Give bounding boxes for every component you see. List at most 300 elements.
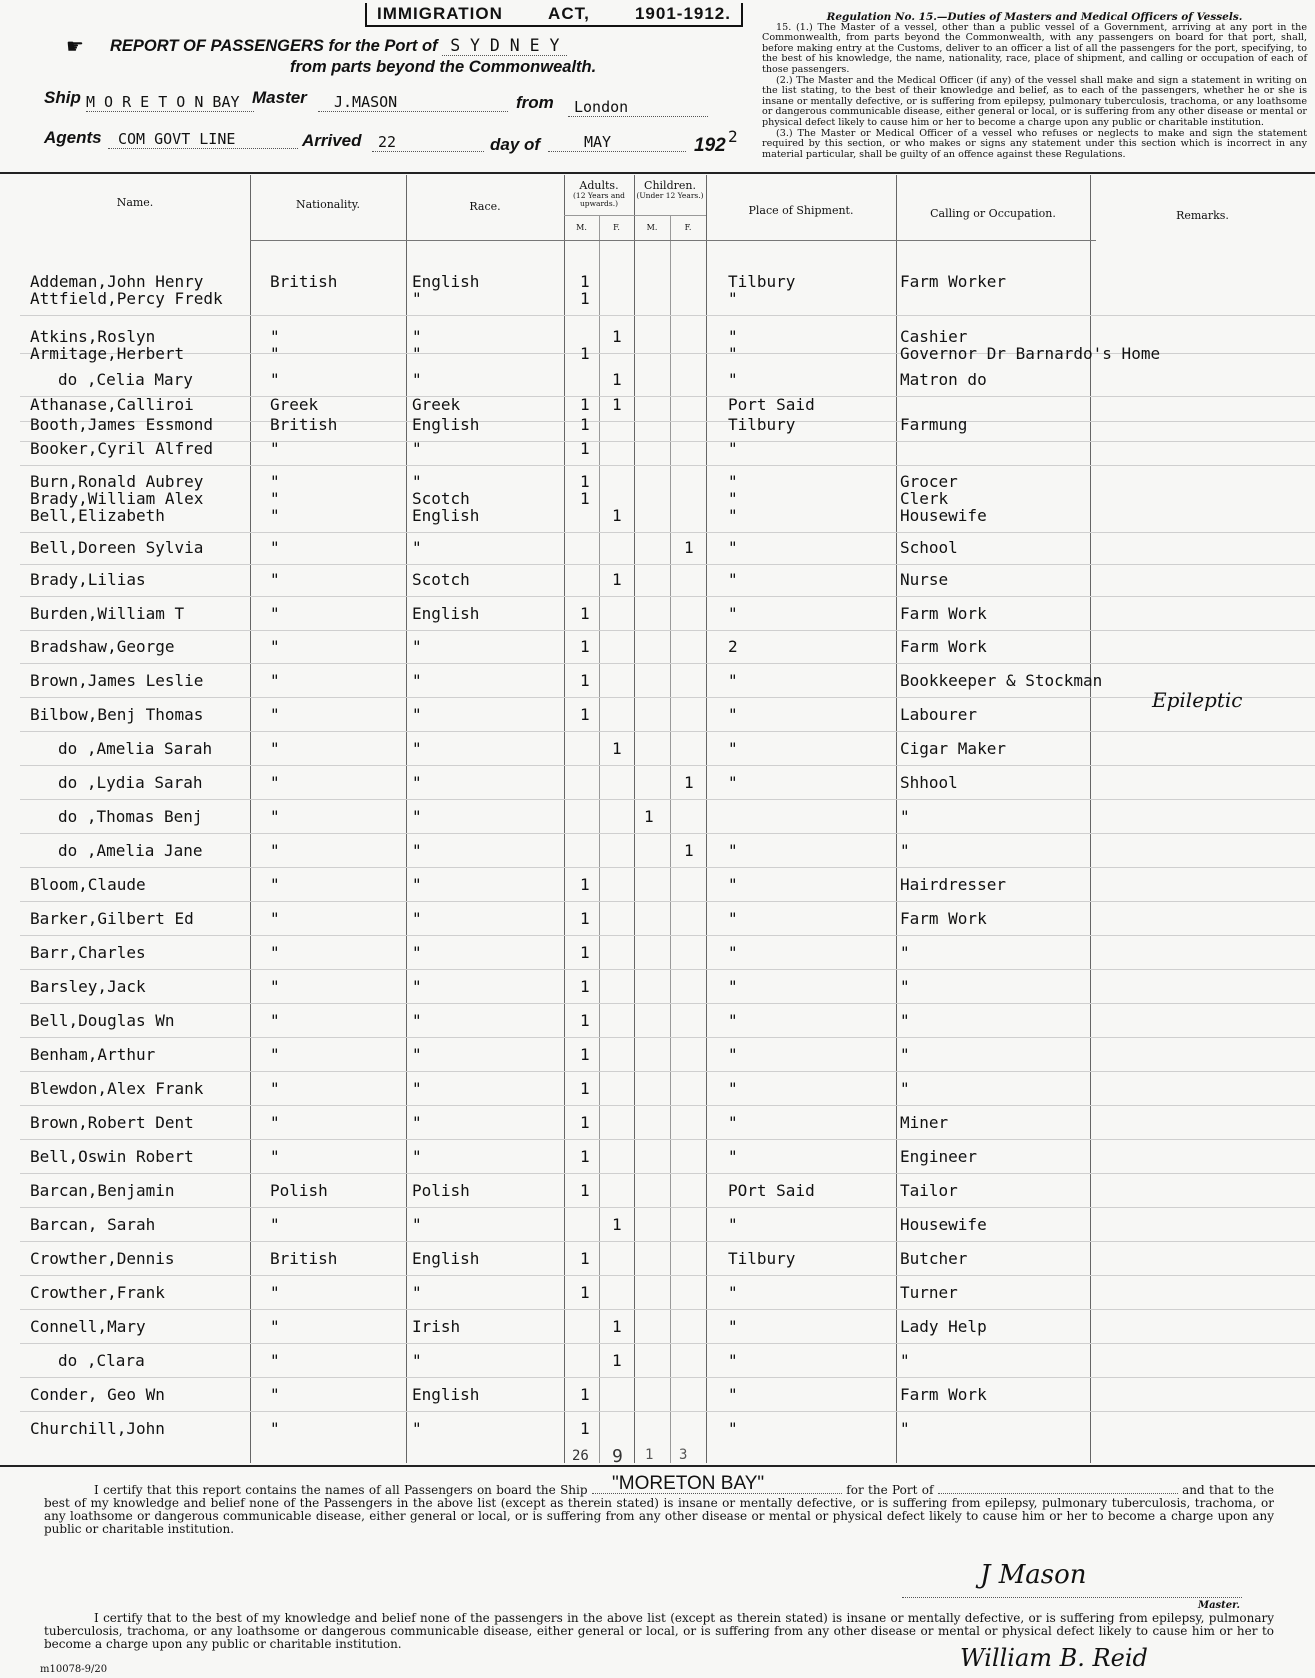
passenger-race: " (412, 472, 422, 491)
passenger-nationality: " (270, 344, 280, 363)
passenger-row (0, 1113, 1315, 1139)
occupation: Housewife (900, 1215, 987, 1234)
passenger-race: " (412, 439, 422, 458)
adult-male-count: 1 (580, 344, 590, 363)
act-word: IMMIGRATION (377, 4, 503, 23)
passenger-name: Bell,Doreen Sylvia (30, 538, 204, 557)
passenger-name: Crowther,Dennis (30, 1249, 175, 1268)
passenger-nationality: British (270, 415, 338, 434)
master-signature-line (902, 1597, 1242, 1598)
act-heading (365, 3, 743, 27)
passenger-race: " (412, 841, 422, 860)
passenger-race: " (412, 671, 422, 690)
adult-male-count: 1 (580, 395, 590, 414)
occupation: " (900, 977, 910, 996)
passenger-race: " (412, 977, 422, 996)
row-rule (20, 1105, 1315, 1106)
place-of-shipment: " (728, 943, 738, 962)
occupation: Shhool (900, 773, 958, 792)
row-rule (20, 1309, 1315, 1310)
passenger-name: Athanase,Calliroi (30, 395, 194, 414)
occupation: Butcher (900, 1249, 968, 1268)
ship-value: M O R E T O N BAY (86, 93, 254, 112)
passenger-nationality: " (270, 1215, 280, 1234)
col-nationality: Nationality. (295, 198, 361, 211)
passenger-row (0, 289, 1315, 315)
adult-female-count: 1 (612, 506, 622, 525)
passenger-name: Armitage,Herbert (30, 344, 185, 363)
place-of-shipment: " (728, 1113, 738, 1132)
passenger-nationality: " (270, 909, 280, 928)
passenger-race: Scotch (412, 570, 470, 589)
passenger-row (0, 1249, 1315, 1275)
regulation-title: Regulation No. 15.—Duties of Masters and Medical Officers of Vessels. (826, 11, 1243, 23)
passenger-nationality: " (270, 1283, 280, 1302)
adult-male-count: 1 (580, 637, 590, 656)
col-adults-sub: (12 Years and upwards.) (573, 191, 625, 208)
child-female-count: 1 (684, 841, 694, 860)
occupation: Matron do (900, 370, 987, 389)
form-code: m10078-9/20 (40, 1664, 108, 1675)
col-remarks: Remarks. (1176, 209, 1229, 222)
row-rule (20, 731, 1315, 732)
passenger-name: do ,Amelia Sarah (58, 739, 213, 758)
row-rule (20, 1377, 1315, 1378)
place-of-shipment: POrt Said (728, 1181, 815, 1200)
passenger-nationality: " (270, 1045, 280, 1064)
passenger-nationality: " (270, 1113, 280, 1132)
place-of-shipment: " (728, 1317, 738, 1336)
passenger-name: Bell,Oswin Robert (30, 1147, 194, 1166)
row-rule (20, 532, 1315, 533)
report-subtitle: from parts beyond the Commonwealth. (290, 58, 597, 76)
passenger-nationality: " (270, 1351, 280, 1370)
passenger-name: Bilbow,Benj Thomas (30, 705, 204, 724)
passenger-name: Barr,Charles (30, 943, 146, 962)
passenger-race: English (412, 415, 480, 434)
passenger-nationality: " (270, 472, 280, 491)
adult-male-count: 1 (580, 1147, 590, 1166)
passenger-race: " (412, 289, 422, 308)
place-of-shipment: Tilbury (728, 415, 796, 434)
adult-female-count: 1 (612, 739, 622, 758)
adult-male-count: 1 (580, 1419, 590, 1438)
header-underline (250, 240, 1096, 241)
passenger-name: Barker,Gilbert Ed (30, 909, 194, 928)
passenger-name: do ,Clara (58, 1351, 145, 1370)
row-rule (20, 1037, 1315, 1038)
passenger-row (0, 1351, 1315, 1377)
place-of-shipment: " (728, 909, 738, 928)
passenger-name: Brady,William Alex (30, 489, 204, 508)
passenger-race: " (412, 538, 422, 557)
adult-female-count: 1 (612, 327, 622, 346)
adult-female-count: 1 (612, 1215, 622, 1234)
occupation: Farm Work (900, 637, 987, 656)
adult-male-count: 1 (580, 289, 590, 308)
passenger-nationality: " (270, 1419, 280, 1438)
passenger-name: do ,Thomas Benj (58, 807, 203, 826)
col-race: Race. (469, 200, 501, 213)
occupation: Turner (900, 1283, 958, 1302)
passenger-nationality: Greek (270, 395, 319, 414)
year-handwritten: 2 (728, 127, 738, 146)
passenger-row (0, 1011, 1315, 1037)
occupation: Governor Dr Barnardo's Home (900, 344, 1161, 363)
passenger-row (0, 637, 1315, 663)
passenger-row (0, 1419, 1315, 1445)
passenger-name: Brady,Lilias (30, 570, 146, 589)
passenger-race: English (412, 1249, 480, 1268)
agents-value: COM GOVT LINE (108, 130, 298, 149)
adult-male-count: 1 (580, 439, 590, 458)
agents-label: Agents (44, 128, 102, 147)
occupation: " (900, 1045, 910, 1064)
row-rule (20, 1241, 1315, 1242)
passenger-nationality: " (270, 538, 280, 557)
adult-male-count: 1 (580, 604, 590, 623)
passenger-race: " (412, 1079, 422, 1098)
place-of-shipment: " (728, 1147, 738, 1166)
row-rule (20, 765, 1315, 766)
master-signature: J Mason (980, 1560, 1087, 1590)
place-of-shipment: " (728, 1079, 738, 1098)
passenger-nationality: " (270, 671, 280, 690)
adult-male-count: 1 (580, 489, 590, 508)
place-of-shipment: Port Said (728, 395, 815, 414)
row-rule (20, 1275, 1315, 1276)
passenger-row (0, 977, 1315, 1003)
passenger-nationality: " (270, 773, 280, 792)
place-of-shipment: " (728, 344, 738, 363)
passenger-row (0, 1215, 1315, 1241)
arrived-label: Arrived (302, 131, 362, 150)
passenger-name: Blewdon,Alex Frank (30, 1079, 204, 1098)
port-value: S Y D N E Y (442, 36, 567, 56)
passenger-row (0, 506, 1315, 532)
medical-officer-signature: William B. Reid (960, 1644, 1148, 1672)
adult-male-count: 1 (580, 909, 590, 928)
passenger-race: " (412, 327, 422, 346)
place-of-shipment: " (728, 1011, 738, 1030)
col-calling: Calling or Occupation. (930, 207, 1056, 220)
adult-female-count: 1 (612, 395, 622, 414)
passenger-race: English (412, 506, 480, 525)
passenger-row (0, 1045, 1315, 1071)
row-rule (20, 1343, 1315, 1344)
passenger-nationality: " (270, 506, 280, 525)
day-of-label: day of (490, 135, 541, 154)
passenger-row (0, 538, 1315, 564)
total-children-f: 3 (679, 1447, 688, 1463)
child-female-count: 1 (684, 538, 694, 557)
master-certificate: I certify that this report contains the names of all Passengers on board the Ship for the Port of and that to the best of my knowledge and belief none of the Passengers in the above list (except as therein stated) is insane or mentally defective, or is suffering from epilepsy, pulmonary tuberculosis, trachoma, or any loathsome or dangerous communicable disease, either general or local, or is suffering from any other disease or mental or physical defect likely to cause him or her to become a charge upon any public or charitable institution. (44, 1483, 1274, 1536)
occupation: School (900, 538, 958, 557)
passenger-row (0, 1181, 1315, 1207)
passenger-nationality: " (270, 875, 280, 894)
adult-female-count: 1 (612, 370, 622, 389)
passenger-name: Bloom,Claude (30, 875, 146, 894)
place-of-shipment: " (728, 841, 738, 860)
passenger-name: Brown,James Leslie (30, 671, 204, 690)
occupation: Cigar Maker (900, 739, 1006, 758)
occupation: Grocer (900, 472, 958, 491)
row-rule (20, 1139, 1315, 1140)
row-rule (20, 799, 1315, 800)
row-rule (20, 969, 1315, 970)
adult-male-count: 1 (580, 943, 590, 962)
arrived-day: 22 (372, 133, 484, 152)
passenger-race: " (412, 773, 422, 792)
occupation: Farmung (900, 415, 968, 434)
passenger-race: Irish (412, 1317, 461, 1336)
occupation: Labourer (900, 705, 978, 724)
passenger-race: " (412, 637, 422, 656)
passenger-race: " (412, 1351, 422, 1370)
passenger-race: " (412, 943, 422, 962)
row-rule (20, 465, 1315, 466)
adult-male-count: 1 (580, 1385, 590, 1404)
col-children-sub: (Under 12 Years.) (636, 191, 704, 200)
adult-female-count: 1 (612, 1317, 622, 1336)
adult-male-count: 1 (580, 875, 590, 894)
passenger-race: " (412, 1283, 422, 1302)
occupation: Hairdresser (900, 875, 1006, 894)
occupation: Nurse (900, 570, 949, 589)
passenger-name: Bradshaw,George (30, 637, 175, 656)
place-of-shipment: " (728, 1419, 738, 1438)
place-of-shipment: " (728, 705, 738, 724)
place-of-shipment: " (728, 489, 738, 508)
passenger-race: " (412, 1419, 422, 1438)
occupation: Farm Work (900, 604, 987, 623)
occupation: Tailor (900, 1181, 958, 1200)
adult-male-count: 1 (580, 1283, 590, 1302)
footer-rule (0, 1465, 1315, 1467)
adult-male-count: 1 (580, 671, 590, 690)
col-shipment: Place of Shipment. (748, 204, 854, 217)
occupation: Bookkeeper & Stockman (900, 671, 1103, 690)
passenger-nationality: " (270, 705, 280, 724)
master-caption: Master. (1198, 1600, 1240, 1611)
occupation: Housewife (900, 506, 987, 525)
place-of-shipment: " (728, 327, 738, 346)
from-value: London (568, 98, 708, 117)
regulation-para: 15. (1.) The Master of a vessel, other than a public vessel of a Government, arriving at any port in the Commonwealth, from parts beyond the Commonwealth, with any passengers on board for that port, shall, before making entry at the Customs, deliver to an officer a list of all the passengers for the port, specifying, to the best of his knowledge, the name, nationality, race, place of shipment, and calling or occupation of each of those passengers. (762, 21, 1307, 75)
passenger-name: Attfield,Percy Fredk (30, 289, 223, 308)
passenger-race: " (412, 1147, 422, 1166)
row-rule (20, 1411, 1315, 1412)
passenger-race: " (412, 807, 422, 826)
col-adults-m: M. (576, 223, 587, 232)
occupation: Cashier (900, 327, 968, 346)
adult-female-count: 1 (612, 570, 622, 589)
arrived-month: MAY (548, 133, 686, 152)
adult-male-count: 1 (580, 1181, 590, 1200)
adult-male-count: 1 (580, 1045, 590, 1064)
passenger-name: Connell,Mary (30, 1317, 146, 1336)
passenger-race: " (412, 909, 422, 928)
passenger-nationality: British (270, 1249, 338, 1268)
col-adults-f: F. (613, 223, 620, 232)
occupation: " (900, 1351, 910, 1370)
passenger-nationality: " (270, 637, 280, 656)
passenger-row (0, 841, 1315, 867)
row-rule (20, 663, 1315, 664)
occupation: Farm Worker (900, 272, 1006, 291)
col-children-f: F. (684, 223, 692, 232)
occupation: Farm Work (900, 909, 987, 928)
passenger-nationality: " (270, 370, 280, 389)
place-of-shipment: " (728, 289, 738, 308)
medical-certificate: I certify that to the best of my knowledge and belief none of the passengers in the above list (except as therein stated) is insane or mentally defective, or is suffering from epilepsy, pulmonary tuberculosis, trachoma, or any loathsome or dangerous communicable disease, either general or local, or is suffering from any other disease or mental or physical defect likely to cause him or her to become a charge upon any public or charitable institution. (44, 1611, 1274, 1651)
passenger-race: English (412, 604, 480, 623)
place-of-shipment: 2 (728, 637, 738, 656)
child-male-count: 1 (644, 807, 654, 826)
place-of-shipment: " (728, 1215, 738, 1234)
passenger-name: Barcan,Benjamin (30, 1181, 175, 1200)
passenger-nationality: " (270, 327, 280, 346)
passenger-name: Churchill,John (30, 1419, 165, 1438)
passenger-race: " (412, 1045, 422, 1064)
regulation-para: (3.) The Master or Medical Officer of a vessel who refuses or neglects to make and sign the statement required by this section, or who makes or signs any statement under this section which is incorrect in any material particular, shall be guilty of an offence against these Regulations. (762, 127, 1307, 160)
row-rule (20, 867, 1315, 868)
occupation: Engineer (900, 1147, 978, 1166)
act-word: ACT, (548, 4, 590, 23)
passenger-name: Conder, Geo Wn (30, 1385, 165, 1404)
year-label: 192 (694, 135, 726, 156)
place-of-shipment: " (728, 604, 738, 623)
col-children: Children. (644, 179, 696, 192)
regulation-text (762, 12, 1307, 160)
passenger-race: " (412, 705, 422, 724)
passenger-name: do ,Celia Mary (58, 370, 193, 389)
passenger-name: Addeman,John Henry (30, 272, 204, 291)
place-of-shipment: " (728, 1351, 738, 1370)
row-rule (20, 935, 1315, 936)
act-years: 1901-1912. (634, 4, 731, 23)
passenger-nationality: Polish (270, 1181, 328, 1200)
passenger-nationality: " (270, 604, 280, 623)
passenger-nationality: " (270, 739, 280, 758)
passenger-nationality: " (270, 807, 280, 826)
adult-male-count: 1 (580, 1079, 590, 1098)
occupation: " (900, 807, 910, 826)
occupation: " (900, 841, 910, 860)
adult-male-count: 1 (580, 705, 590, 724)
passenger-nationality: " (270, 943, 280, 962)
adult-male-count: 1 (580, 415, 590, 434)
passenger-nationality: " (270, 1385, 280, 1404)
row-rule (20, 697, 1315, 698)
passenger-race: Polish (412, 1181, 470, 1200)
passenger-row (0, 415, 1315, 441)
passenger-row (0, 1147, 1315, 1173)
place-of-shipment: " (728, 439, 738, 458)
row-rule (20, 596, 1315, 597)
place-of-shipment: " (728, 671, 738, 690)
passenger-name: Burn,Ronald Aubrey (30, 472, 204, 491)
adult-female-count: 1 (612, 1351, 622, 1370)
remark-epileptic: Epileptic (1152, 688, 1243, 712)
occupation: Miner (900, 1113, 949, 1132)
col-name: Name. (116, 196, 154, 209)
passenger-name: Bell,Douglas Wn (30, 1011, 175, 1030)
header-rule (0, 172, 1315, 174)
adult-male-count: 1 (580, 472, 590, 491)
passenger-row (0, 943, 1315, 969)
passenger-row (0, 875, 1315, 901)
master-value: J.MASON (318, 93, 508, 112)
from-label: from (516, 93, 554, 112)
place-of-shipment: " (728, 1385, 738, 1404)
passenger-race: " (412, 1215, 422, 1234)
col-adults: Adults. (579, 179, 619, 192)
passenger-row (0, 807, 1315, 833)
adult-male-count: 1 (580, 272, 590, 291)
passenger-row (0, 1317, 1315, 1343)
adult-male-count: 1 (580, 1011, 590, 1030)
passenger-row (0, 604, 1315, 630)
total-adults-f: 9 (612, 1446, 623, 1467)
passenger-nationality: " (270, 489, 280, 508)
report-title: REPORT OF PASSENGERS for the Port of S Y D N E Y (110, 36, 567, 56)
place-of-shipment: " (728, 506, 738, 525)
passenger-nationality: " (270, 841, 280, 860)
passenger-row (0, 671, 1315, 697)
occupation: " (900, 943, 910, 962)
passenger-race: English (412, 272, 480, 291)
passenger-nationality: " (270, 1317, 280, 1336)
pointing-hand-icon: ☛ (66, 34, 84, 58)
passenger-nationality: " (270, 1079, 280, 1098)
place-of-shipment: " (728, 370, 738, 389)
row-rule (20, 833, 1315, 834)
passenger-race: Scotch (412, 489, 470, 508)
passenger-name: Booth,James Essmond (30, 415, 214, 434)
place-of-shipment: " (728, 739, 738, 758)
place-of-shipment: " (728, 773, 738, 792)
passenger-nationality: " (270, 977, 280, 996)
passenger-name: Booker,Cyril Alfred (30, 439, 214, 458)
passenger-nationality: " (270, 1011, 280, 1030)
child-female-count: 1 (684, 773, 694, 792)
place-of-shipment: Tilbury (728, 272, 796, 291)
row-rule (20, 315, 1315, 316)
passenger-race: English (412, 1385, 480, 1404)
total-adults-m: 26 (572, 1448, 589, 1464)
passenger-nationality: " (270, 570, 280, 589)
passenger-name: Brown,Robert Dent (30, 1113, 194, 1132)
occupation: Lady Help (900, 1317, 987, 1336)
passenger-row (0, 344, 1315, 370)
passenger-name: do ,Amelia Jane (58, 841, 203, 860)
master-label: Master (252, 88, 307, 107)
adult-male-count: 1 (580, 977, 590, 996)
row-rule (20, 564, 1315, 565)
total-children-m: 1 (645, 1447, 654, 1463)
passenger-row (0, 909, 1315, 935)
row-rule (20, 901, 1315, 902)
adult-male-count: 1 (580, 1249, 590, 1268)
row-rule (20, 630, 1315, 631)
passenger-name: Crowther,Frank (30, 1283, 165, 1302)
passenger-nationality: " (270, 1147, 280, 1166)
passenger-race: " (412, 1011, 422, 1030)
place-of-shipment: " (728, 977, 738, 996)
ship-name-stamp: "MORETON BAY" (612, 1473, 765, 1494)
passenger-race: " (412, 739, 422, 758)
